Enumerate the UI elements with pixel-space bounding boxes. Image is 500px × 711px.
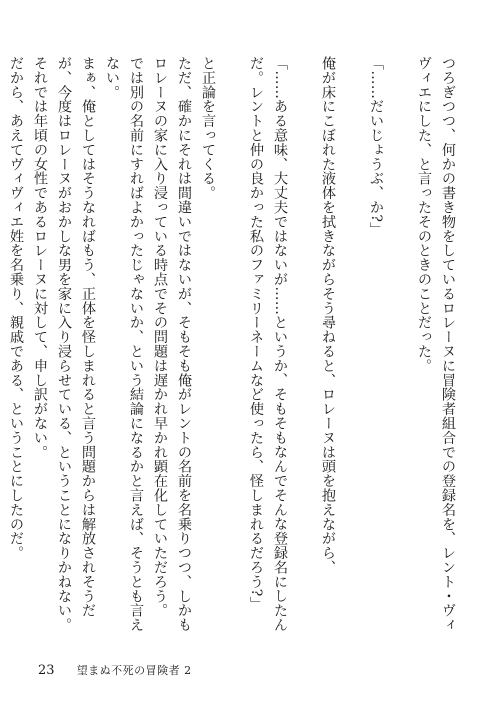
- paragraph-dialogue-1: 「……だいじょうぶ、か?」: [368, 56, 384, 237]
- page-footer: [38, 663, 192, 679]
- blank-line: [340, 56, 364, 642]
- paragraph-2: 俺が床にこぼれた液体を拭きながらそう尋ねると、ロレーヌは頭を抱えながら、: [320, 56, 336, 575]
- book-title: 望まぬ不死の冒険者 2: [76, 664, 192, 677]
- blank-line: [292, 56, 316, 642]
- blank-line: [388, 56, 412, 642]
- paragraph-6: まぁ、俺としてはそうなればもう、正体を怪しまれると言う問題からは解放されそうだが、今度はロレーヌがおかしな男を家に入り浸らせている、ということになりかねない。: [56, 56, 96, 632]
- page-number: 23: [38, 663, 55, 678]
- paragraph-7: それでは年頃の女性であるロレーヌに対して、申し訳がない。: [32, 56, 48, 460]
- paragraph-1: つろぎつつ、何かの書き物をしているロレーヌに冒険者組合での登録名を、レント・ヴィヴィエにした、と言ったそのときのことだった。: [416, 56, 456, 632]
- blank-line: [220, 56, 244, 642]
- paragraph-dialogue-2: 「……ある意味、大丈夫ではないが……というか、そもそもなんでそんな登録名にしたんだ。レントと仲の良かった私のファミリーネームなど使ったら、怪しまれるだろう?」: [248, 56, 288, 632]
- vertical-text-body: [8, 56, 460, 642]
- paragraph-3: と正論を言ってくる。: [200, 56, 216, 200]
- paragraph-8: だから、あえてヴィヴィエ姓を名乗り、親戚である、ということにしたのだ。: [8, 56, 24, 560]
- paragraph-5: では別の名前にすればよかったじゃないか、という結論になるかと言えば、そうとも言えない。: [104, 56, 144, 632]
- paragraph-4: ただ、確かにそれは間違いではないが、そもそも俺がレントの名前を名乗りつつ、しかもロレーヌの家に入り浸っている時点でその問題は遅かれ早かれ顕在化していただろう。: [152, 56, 192, 632]
